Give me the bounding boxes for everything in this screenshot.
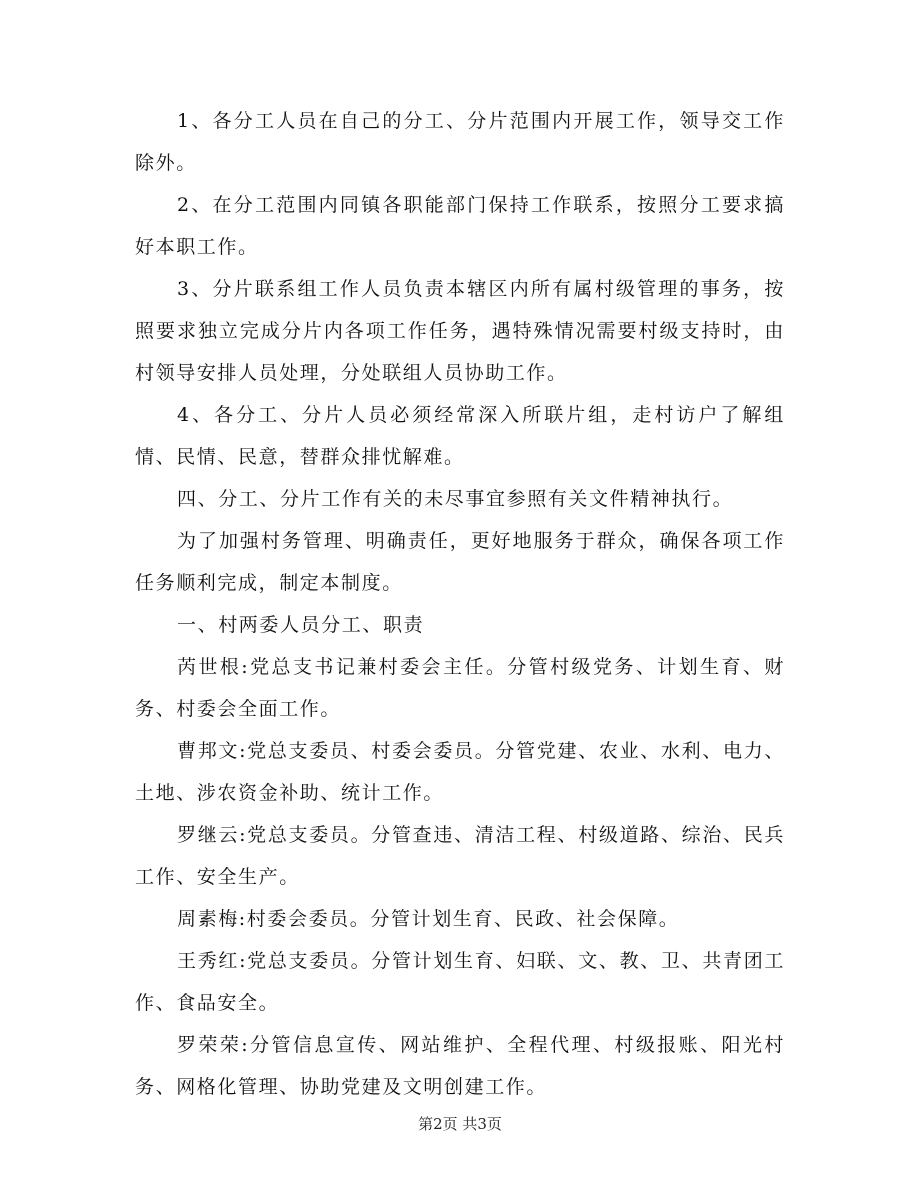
duty-item-1: 芮世根:党总支书记兼村委会主任。分管村级党务、计划生育、财务、村委会全面工作。 [135,656,785,720]
paragraph-6: 为了加强村务管理、明确责任，更好地服务于群众，确保各项工作任务顺利完成，制定本制度。 [135,530,785,594]
section-heading: 一、村两委人员分工、职责 [177,614,425,636]
document-body [135,100,785,1108]
paragraph-4: 4、各分工、分片人员必须经常深入所联片组，走村访户了解组情、民情、民意，替群众排忧解难。 [135,404,785,468]
page-number: 第2页 共3页 [418,1115,502,1133]
duty-item-4: 周素梅:村委会委员。分管计划生育、民政、社会保障。 [177,908,680,930]
paragraph-1: 1、各分工人员在自己的分工、分片范围内开展工作，领导交工作除外。 [135,110,785,174]
duty-item-3: 罗继云:党总支委员。分管查违、清洁工程、村级道路、综治、民兵工作、安全生产。 [135,824,785,888]
paragraph-5: 四、分工、分片工作有关的未尽事宜参照有关文件精神执行。 [177,488,734,510]
paragraph-3: 3、分片联系组工作人员负责本辖区内所有属村级管理的事务，按照要求独立完成分片内各项工作任务，遇特殊情况需要村级支持时，由村领导安排人员处理，分处联组人员协助工作。 [135,278,785,384]
duty-item-2: 曹邦文:党总支委员、村委会委员。分管党建、农业、水利、电力、土地、涉农资金补助、统计工作。 [135,740,785,804]
duty-item-6: 罗荣荣:分管信息宣传、网站维护、全程代理、村级报账、阳光村务、网格化管理、协助党建及文明创建工作。 [135,1034,785,1098]
paragraph-2: 2、在分工范围内同镇各职能部门保持工作联系，按照分工要求搞好本职工作。 [135,194,785,258]
duty-item-5: 王秀红:党总支委员。分管计划生育、妇联、文、教、卫、共青团工作、食品安全。 [135,950,785,1014]
